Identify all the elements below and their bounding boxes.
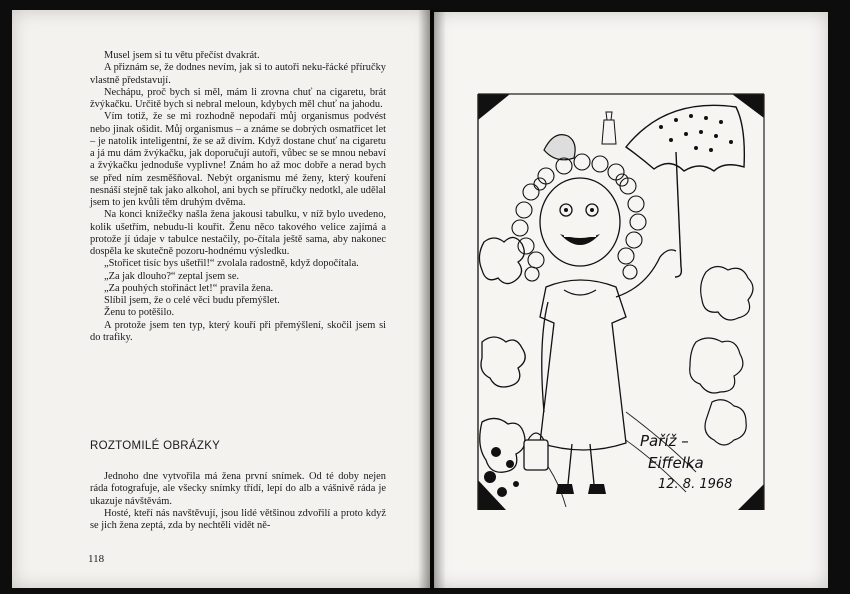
- signature-date: 12. 8. 1968: [658, 477, 733, 492]
- left-page-text: [90, 50, 386, 344]
- signature-line: Paříž –: [640, 432, 689, 450]
- paragraph: Vím totiž, že se mi rozhodně nepodaří můj organismus podvést nebo jinak ošidit. Můj organismus – a známe se dobrých osmatřicet let – je natolik inteligentní, že se až divím. Když dostane chuť na cigaretu a já mu dám žvýkačku, jak doporučují autoři, vůbec se se mnou nebaví a žvýkačku jednoduše vyplivne! Znám ho až moc dobře a nerad bych se před ním zesměšňoval. Nebýt organismu mé ženy, který kouření nesnáší stejně tak jako alkohol, ani bych se příručky nedotkl, ale udělal jsem to jen kvůli těm druhým dvěma.: [90, 111, 386, 208]
- section-heading: ROZTOMILÉ OBRÁZKY: [90, 440, 221, 452]
- paragraph: Slíbil jsem, že o celé věci budu přemýšlet.: [104, 295, 280, 306]
- paragraph: Na konci knížečky našla žena jakousi tabulku, v níž bylo uvedeno, kolik ušetřím, nebudu-li kouřit. Ženu něco takového velice zajímá a protože jí údaje v tabulce nestačily, po-čítala ještě sama, aby nakonec dospěla ke skutečně pozoru-hodnému výsledku.: [90, 209, 386, 257]
- signature-line: Eiffelka: [648, 454, 704, 472]
- paragraph: Ženu to potěšilo.: [104, 307, 175, 319]
- section-text: [90, 471, 386, 532]
- page-number: 118: [88, 553, 105, 565]
- paragraph: Jednoho dne vytvořila má žena první snímek. Od té doby nejen ráda fotografuje, ale všecky snímky třídí, lepí do alb a vášnivě ráda je ukazuje návštěvám.: [90, 471, 386, 507]
- paragraph: „Za pouhých stořináct let!“ pravila žena.: [104, 282, 274, 294]
- paragraph: Nechápu, proč bych si měl, mám li zrovna chuť na cigaretu, brát žvýkačku. Určitě bych si nebral meloun, kdybych měl chuť na jahodu.: [90, 86, 386, 110]
- paragraph: Musel jsem si tu větu přečíst dvakrát.: [104, 50, 260, 61]
- paragraph: A protože jsem ten typ, který kouří při přemýšlení, skočil jsem si do trafiky.: [90, 319, 386, 343]
- paragraph: „Za jak dlouho?“ zeptal jsem se.: [104, 270, 240, 282]
- paragraph: A přiznám se, že dodnes nevím, jak si to autoři neku-řácké příručky vlastně představují.: [90, 62, 386, 86]
- paragraph: Hosté, kteří nás navštěvují, jsou lidé většinou zdvořilí a proto když se jich žena zeptá, zda by nechtěli vidět ně-: [90, 507, 386, 531]
- paragraph: „Stořicet tisíc bys ušetřil!“ zvolala radostně, když dopočítala.: [104, 258, 359, 270]
- illustration-signature: [640, 430, 732, 496]
- book-gutter: [418, 10, 446, 590]
